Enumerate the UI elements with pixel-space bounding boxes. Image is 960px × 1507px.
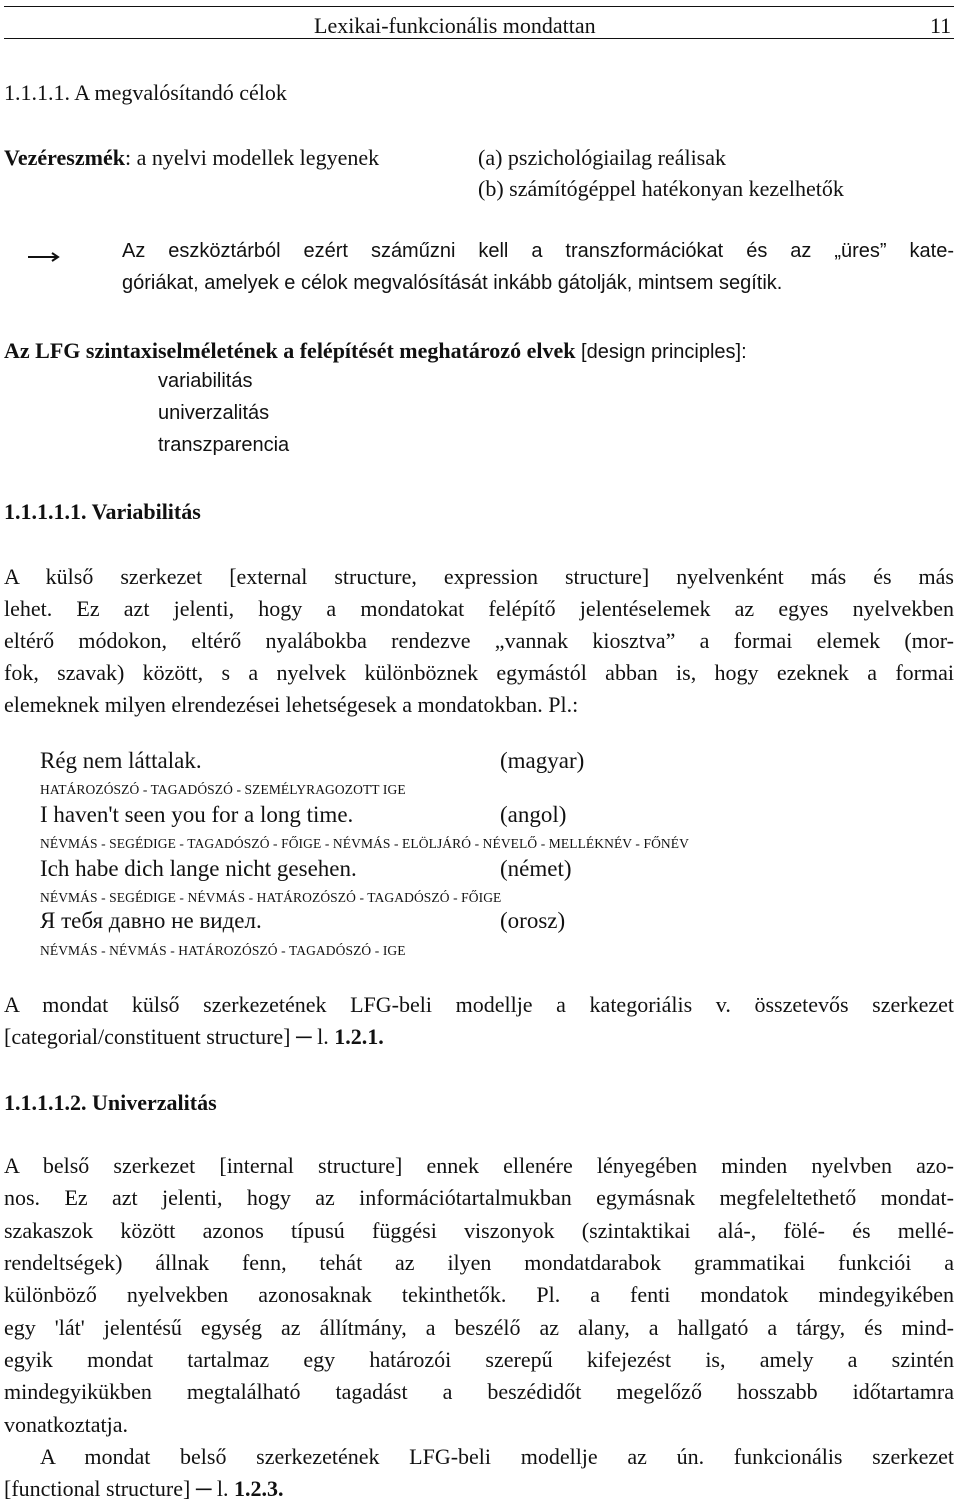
consequence-line-2: góriákat, amelyek e célok megvalósítását inkább gátolják, mintsem segítik. [122, 272, 783, 294]
universality-paragraph-line: egy 'lát' jelentésű egység az állítmány, a beszélő az alany, a hallgató a tárgy, és mind- [4, 1315, 954, 1340]
example-language-german: (német) [500, 856, 572, 881]
universality-paragraph-line: A belső szerkezet [internal structure] ennek ellenére lényegében minden nyelvben azo- [4, 1153, 954, 1178]
universality-paragraph-line: mindegyikükben megtalálható tagadást a beszédidőt megelőző hosszabb időtartamra [4, 1379, 954, 1404]
universality-paragraph-line: egyik mondat tartalmaz egy határozói szerepű kifejezést is, amely a szintén [4, 1347, 954, 1372]
variability-summary-text: [categorial/constituent structure] ─ l. [4, 1024, 335, 1049]
example-language-russian: (orosz) [500, 908, 566, 933]
variability-paragraph-line: lehet. Ez azt jelenti, hogy a mondatokat felépítő jelentéselemek az egyes nyelvekben [4, 596, 954, 621]
universality-summary-text: [functional structure] ─ l. [4, 1476, 235, 1501]
example-sentence-english: I haven't seen you for a long time. [40, 802, 354, 827]
design-principles-heading [4, 338, 747, 364]
variability-summary-line-1: A mondat külső szerkezetének LFG-beli modellje a kategoriális v. összetevős szerkezet [4, 992, 954, 1017]
consequence-line-1: Az eszköztárból ezért száműzni kell a transzformációkat és az „üres” kate- [122, 240, 954, 262]
guiding-principle-text: : a nyelvi modellek legyenek [124, 145, 380, 170]
variability-paragraph-line: eltérő módokon, eltérő nyalábokba rendezve „vannak kiosztva” a formai elemek (mor- [4, 628, 954, 653]
running-title: Lexikai-funkcionális mondattan [314, 13, 596, 38]
universality-summary-line-2 [4, 1476, 284, 1502]
principle-item-b: (b) számítógéppel hatékonyan kezelhetők [478, 176, 844, 201]
variability-paragraph-line: A külső szerkezet [external structure, expression structure] nyelvenként más és más [4, 564, 954, 589]
variability-paragraph-last-line: elemeknek milyen elrendezései lehetségesek a mondatokban. Pl.: [4, 692, 579, 717]
design-principles-heading-rest: [design principles]: [575, 341, 747, 363]
universality-paragraph-line: különböző nyelvekben azonosaknak tekinthetők. Pl. a fenti mondatok mindegyikében [4, 1282, 954, 1307]
variability-paragraph-line: fok, szavak) között, s a nyelvek különböznek egymástól abban is, hogy ezeknek a formai [4, 660, 954, 685]
guiding-principle-line [4, 145, 379, 171]
universality-paragraph-line: szakaszok között azonos típusú függési viszonyok (szintaktikai alá-, fölé- és mellé- [4, 1218, 954, 1243]
section-heading-universality: 1.1.1.1.2. Univerzalitás [4, 1090, 217, 1115]
design-principle-item: univerzalitás [158, 402, 270, 424]
example-gloss-russian: NÉVMÁS - NÉVMÁS - HATÁROZÓSZÓ - TAGADÓSZÓ - IGE [40, 943, 406, 958]
section-heading-goals: 1.1.1.1. A megvalósítandó célok [4, 80, 287, 105]
section-heading-variability: 1.1.1.1.1. Variabilitás [4, 499, 201, 524]
principle-item-a: (a) pszichológiailag reálisak [478, 145, 727, 170]
cross-reference-link: 1.2.1. [334, 1024, 384, 1049]
universality-summary-line-1: A mondat belső szerkezetének LFG-beli modellje az ún. funkcionális szerkezet [40, 1444, 954, 1469]
example-sentence-hungarian: Rég nem láttalak. [40, 748, 202, 773]
universality-paragraph-line: nos. Ez azt jelenti, hogy az információtartalmukban egymásnak megfeleltethető mondat- [4, 1185, 954, 1210]
variability-summary-line-2 [4, 1024, 384, 1050]
design-principle-item: transzparencia [158, 434, 290, 456]
cross-reference-link: 1.2.3. [234, 1476, 284, 1501]
design-principle-item: variabilitás [158, 370, 253, 392]
example-gloss-german: NÉVMÁS - SEGÉDIGE - NÉVMÁS - HATÁROZÓSZÓ - TAGADÓSZÓ - FŐIGE [40, 890, 502, 905]
example-language-english: (angol) [500, 802, 567, 827]
example-gloss-english: NÉVMÁS - SEGÉDIGE - TAGADÓSZÓ - FŐIGE - NÉVMÁS - ELÖLJÁRÓ - NÉVELŐ - MELLÉKNÉV - FŐNÉV [40, 836, 689, 851]
universality-paragraph-line: rendeltségek) állnak fenn, tehát az ilyen mondatdarabok grammatikai funkciói a [4, 1250, 954, 1275]
example-language-hungarian: (magyar) [500, 748, 585, 773]
page-number: 11 [930, 13, 952, 38]
design-principles-heading-bold: Az LFG szintaxiselméletének a felépítését meghatározó elvek [4, 338, 576, 363]
header-bottom-rule [4, 38, 954, 39]
header-top-rule [4, 6, 954, 7]
right-arrow-icon [28, 250, 118, 264]
guiding-principle-label: Vezéreszmék [4, 145, 125, 170]
example-sentence-german: Ich habe dich lange nicht gesehen. [40, 856, 357, 881]
universality-paragraph-last-line: vonatkoztatja. [4, 1412, 129, 1437]
example-sentence-russian: Я тебя давно не видел. [40, 908, 262, 933]
example-gloss-hungarian: HATÁROZÓSZÓ - TAGADÓSZÓ - SZEMÉLYRAGOZOTT IGE [40, 782, 406, 797]
